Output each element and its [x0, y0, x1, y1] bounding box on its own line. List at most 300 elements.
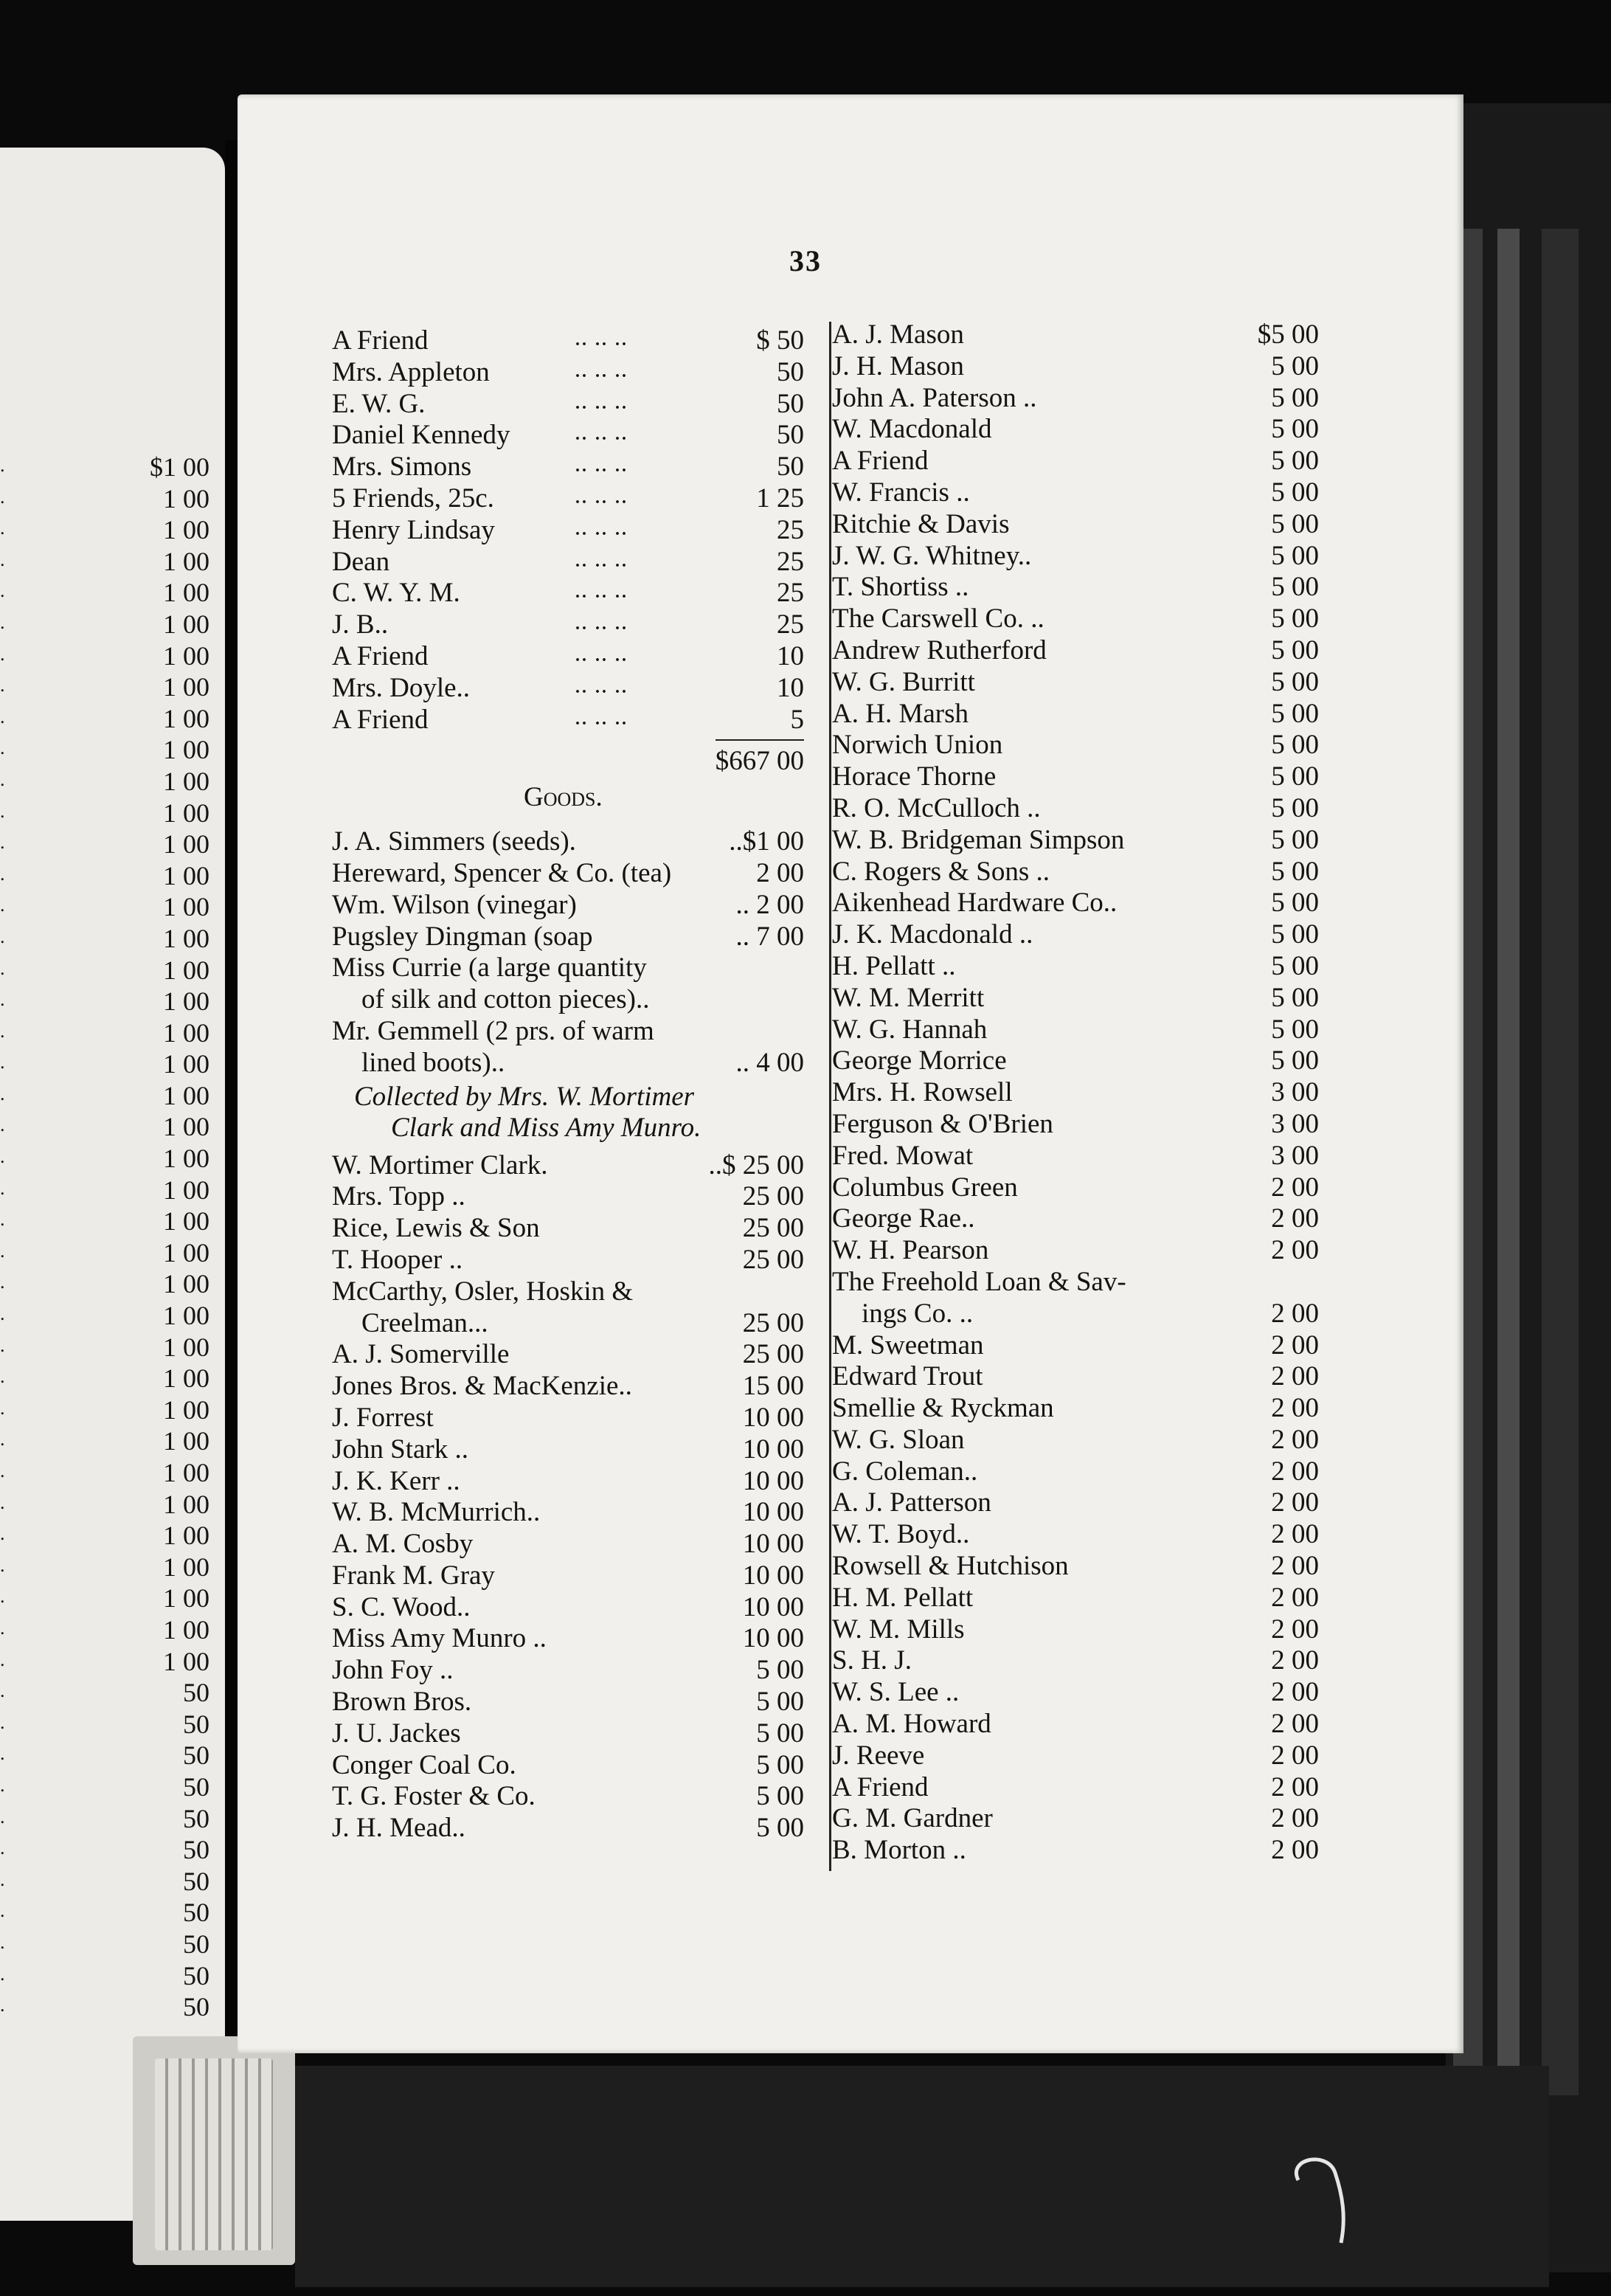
- left-amount: 1 00: [163, 1363, 209, 1394]
- donor-row: [832, 1645, 1319, 1676]
- donor-row: [832, 1771, 1319, 1803]
- leader-dots: .: [0, 705, 7, 727]
- donation-amount: 5 00: [1271, 540, 1319, 571]
- donor-name: W. B. Bridgeman Simpson: [832, 824, 1125, 855]
- donor-name: Smellie & Ryckman: [832, 1393, 1054, 1424]
- left-amount-row: [0, 1991, 209, 2023]
- donation-amount: 2 00: [1271, 1771, 1319, 1802]
- donor-row: [832, 1802, 1319, 1834]
- left-amount-row: [0, 1268, 209, 1300]
- left-amount-row: [0, 1803, 209, 1835]
- donor-row: [832, 1614, 1319, 1645]
- donor-row: [832, 1708, 1319, 1740]
- donor-row: [332, 1718, 804, 1749]
- donation-amount: 2 00: [1271, 1456, 1319, 1487]
- donor-row: [332, 1812, 804, 1844]
- left-amount: 1 00: [163, 798, 209, 828]
- left-amount-row: [0, 860, 209, 892]
- left-amount-row: [0, 1080, 209, 1112]
- donation-amount: 15 00: [742, 1371, 804, 1402]
- total-amount: $667 00: [715, 746, 804, 777]
- donation-amount: 2 00: [1271, 1835, 1319, 1866]
- donor-name: B. Morton ..: [832, 1835, 966, 1866]
- leader-dots: .: [0, 1616, 7, 1639]
- left-amount: 1 00: [163, 1583, 209, 1614]
- donor-name: G. M. Gardner: [832, 1803, 993, 1834]
- donation-amount: 25 00: [742, 1339, 804, 1370]
- leader-dots: .: [0, 454, 7, 476]
- donation-amount: 2 00: [1271, 1235, 1319, 1266]
- donation-amount: 5 00: [1271, 888, 1319, 919]
- left-amount: 1 00: [163, 1269, 209, 1299]
- leader-dots: .. .. ..: [575, 488, 628, 508]
- donation-amount: 2 00: [1271, 1645, 1319, 1676]
- leader-dots: .. .. ..: [575, 677, 628, 697]
- donation-amount: 25 00: [742, 1181, 804, 1212]
- donor-name: W. S. Lee ..: [832, 1677, 960, 1708]
- donation-amount: 5 00: [756, 1749, 804, 1780]
- donor-row: [832, 1550, 1319, 1582]
- left-page: [0, 148, 225, 2221]
- left-amount: 1 00: [163, 1458, 209, 1487]
- donor-row: [832, 1266, 1319, 1298]
- donor-name: Horace Thorne: [832, 761, 997, 792]
- leader-dots: .: [0, 862, 7, 885]
- donor-name: A. J. Patterson: [832, 1487, 991, 1518]
- left-amount-row: [0, 986, 209, 1017]
- donor-name: W. G. Sloan: [832, 1424, 965, 1455]
- donation-amount: 5 00: [756, 1655, 804, 1686]
- leader-dots: .: [0, 611, 7, 633]
- donor-name: John Foy ..: [332, 1655, 454, 1686]
- donor-row: [832, 982, 1319, 1014]
- leader-dots: .: [0, 1177, 7, 1199]
- leader-dots: .. .. ..: [575, 331, 628, 350]
- donor-row: [832, 1298, 1319, 1329]
- donation-amount: 5 00: [756, 1687, 804, 1718]
- donation-amount: 2 00: [1271, 1487, 1319, 1518]
- donation-amount: 5 00: [1271, 950, 1319, 981]
- donor-name: A. M. Howard: [832, 1709, 991, 1740]
- donor-row: [332, 640, 804, 672]
- donor-name: Daniel Kennedy: [332, 420, 510, 451]
- donor-name: Wm. Wilson (vinegar): [332, 889, 577, 920]
- donor-column-b: [832, 319, 1319, 1866]
- donation-amount: $ 50: [756, 325, 804, 356]
- leader-dots: .: [0, 1460, 7, 1481]
- leader-dots: .: [0, 1397, 7, 1419]
- left-amount: 1 00: [163, 672, 209, 702]
- donor-name: ings Co. ..: [862, 1298, 974, 1329]
- left-amount-row: [0, 1048, 209, 1080]
- donor-row: [332, 1654, 804, 1686]
- donor-name: Creelman...: [361, 1307, 488, 1338]
- donor-name: C. Rogers & Sons ..: [832, 856, 1050, 887]
- leader-dots: .: [0, 894, 7, 916]
- left-amount: 50: [183, 1992, 209, 2022]
- left-page-amounts: [0, 452, 209, 2023]
- donation-amount: 5 00: [1271, 730, 1319, 761]
- leader-dots: .: [0, 1523, 7, 1545]
- leader-dots: .: [0, 925, 7, 947]
- donation-amount: 10 00: [742, 1529, 804, 1560]
- donation-amount: .. 2 00: [735, 889, 804, 920]
- leader-dots: .: [0, 1428, 7, 1450]
- donor-name: E. W. G.: [332, 388, 426, 419]
- donor-row: [832, 1424, 1319, 1456]
- donation-amount: 10: [777, 672, 804, 703]
- left-amount: 1 00: [163, 1206, 209, 1237]
- donor-name: W. Francis ..: [832, 477, 970, 508]
- donation-amount: 25 00: [742, 1244, 804, 1275]
- donor-row: [832, 761, 1319, 792]
- donor-row: [832, 413, 1319, 445]
- donor-row: [832, 603, 1319, 634]
- donor-name: Mrs. Appleton: [332, 356, 490, 387]
- donor-name: Ferguson & O'Brien: [832, 1108, 1053, 1139]
- left-amount: 50: [183, 1866, 209, 1896]
- donor-name: S. C. Wood..: [332, 1591, 471, 1622]
- left-amount-row: [0, 1237, 209, 1269]
- left-amount: 1 00: [163, 1301, 209, 1331]
- left-amount-row: [0, 1552, 209, 1583]
- left-amount: 1 00: [163, 578, 209, 608]
- donor-name: T. Hooper ..: [332, 1244, 463, 1275]
- donor-name: Hereward, Spencer & Co. (tea): [332, 857, 672, 888]
- donor-name: T. G. Foster & Co.: [332, 1781, 536, 1812]
- donation-amount: 50: [777, 420, 804, 451]
- binding-tab: [133, 2036, 295, 2265]
- donor-name: A. J. Somerville: [332, 1339, 510, 1370]
- donation-amount: 2 00: [1271, 1203, 1319, 1234]
- donor-row: [832, 540, 1319, 572]
- donor-name: George Morrice: [832, 1045, 1007, 1076]
- donation-amount: 5 00: [1271, 824, 1319, 855]
- donation-amount: 25: [777, 514, 804, 545]
- donation-amount: 5 00: [1271, 634, 1319, 665]
- donor-name: A Friend: [332, 640, 429, 671]
- leader-dots: .: [0, 1743, 7, 1765]
- donor-name: T. Shortiss ..: [832, 572, 969, 603]
- collected-heading: [332, 1079, 804, 1149]
- donor-row: [832, 856, 1319, 888]
- donor-name: J. W. G. Whitney..: [832, 540, 1032, 571]
- donor-row: [332, 1212, 804, 1244]
- leader-dots: .: [0, 674, 7, 696]
- donor-row: [832, 634, 1319, 666]
- donor-name: Mrs. Topp ..: [332, 1181, 465, 1212]
- left-amount-row: [0, 1740, 209, 1771]
- left-amount-row: [0, 577, 209, 609]
- leader-dots: .: [0, 1994, 7, 2016]
- donation-amount: 2 00: [756, 857, 804, 888]
- left-amount: 1 00: [163, 986, 209, 1017]
- left-amount: 50: [183, 1803, 209, 1833]
- leader-dots: .: [0, 1963, 7, 1985]
- donor-row: [832, 1456, 1319, 1487]
- donation-amount: .. 4 00: [735, 1047, 804, 1078]
- left-amount: 1 00: [163, 860, 209, 891]
- donor-name: Jones Bros. & MacKenzie..: [332, 1371, 632, 1402]
- donor-name: Brown Bros.: [332, 1687, 472, 1718]
- donor-name: Mrs. Doyle..: [332, 672, 471, 703]
- leader-dots: .: [0, 737, 7, 759]
- donation-amount: 1 25: [756, 483, 804, 514]
- donor-row: [332, 514, 804, 546]
- donor-name: Henry Lindsay: [332, 514, 495, 545]
- donor-name: Andrew Rutherford: [832, 634, 1047, 665]
- left-amount: 1 00: [163, 609, 209, 639]
- donor-row: [332, 1622, 804, 1654]
- donor-row: [832, 1108, 1319, 1140]
- left-amount: 1 00: [163, 735, 209, 765]
- donation-amount: 5 00: [1271, 414, 1319, 445]
- donation-amount: 10 00: [742, 1434, 804, 1465]
- leader-dots: .: [0, 1774, 7, 1796]
- left-amount: 1 00: [163, 703, 209, 733]
- leader-dots: .: [0, 1680, 7, 1702]
- donor-name: A Friend: [832, 1771, 929, 1802]
- donor-name: J. H. Mason: [832, 350, 964, 381]
- donor-row: [832, 950, 1319, 982]
- donor-row: [832, 792, 1319, 824]
- left-amount: 50: [183, 1740, 209, 1771]
- donor-row: [332, 1402, 804, 1434]
- total-row: [332, 745, 804, 777]
- left-amount-row: [0, 1646, 209, 1678]
- left-amount-row: [0, 955, 209, 986]
- donation-amount: 10 00: [742, 1591, 804, 1622]
- donor-name: W. H. Pearson: [832, 1235, 989, 1266]
- donation-amount: 10 00: [742, 1623, 804, 1654]
- donor-name: John A. Paterson ..: [832, 382, 1037, 413]
- donor-row: [832, 698, 1319, 730]
- donation-amount: 2 00: [1271, 1172, 1319, 1203]
- left-amount: 1 00: [163, 483, 209, 514]
- donor-name: Ritchie & Davis: [832, 508, 1010, 539]
- left-amount-row: [0, 671, 209, 703]
- donation-amount: $5 00: [1257, 319, 1319, 350]
- donor-row: [832, 1076, 1319, 1108]
- leader-dots: .. .. ..: [575, 709, 628, 729]
- donation-amount: 2 00: [1271, 1361, 1319, 1392]
- left-amount: 1 00: [163, 1175, 209, 1205]
- donation-amount: 3 00: [1271, 1108, 1319, 1139]
- page-edge-band: [1542, 229, 1579, 2095]
- donor-name: Fred. Mowat: [832, 1140, 974, 1171]
- donor-row: [332, 921, 804, 952]
- left-amount: 1 00: [163, 1080, 209, 1110]
- donation-amount: 5 00: [1271, 666, 1319, 697]
- donation-amount: 2 00: [1271, 1424, 1319, 1455]
- donor-row: [332, 483, 804, 514]
- left-amount: 1 00: [163, 1112, 209, 1142]
- donor-name: A. J. Mason: [832, 319, 964, 350]
- leader-dots: .: [0, 1114, 7, 1136]
- donor-name: Rice, Lewis & Son: [332, 1213, 540, 1244]
- leader-dots: .: [0, 1271, 7, 1293]
- leader-dots: .. .. ..: [575, 425, 628, 445]
- donation-amount: 25 00: [742, 1213, 804, 1244]
- donor-name: H. M. Pellatt: [832, 1582, 974, 1613]
- left-amount: 1 00: [163, 892, 209, 922]
- donor-name: M. Sweetman: [832, 1329, 984, 1360]
- donor-name: Mrs. Simons: [332, 452, 472, 483]
- left-amount-row: [0, 798, 209, 829]
- left-amount: $1 00: [150, 452, 209, 482]
- donor-name: The Freehold Loan & Sav-: [832, 1266, 1126, 1297]
- leader-dots: .: [0, 548, 7, 570]
- leader-dots: .. .. ..: [575, 646, 628, 665]
- left-amount: 1 00: [163, 923, 209, 953]
- left-amount: 50: [183, 1960, 209, 1991]
- donor-name: W. Mortimer Clark.: [332, 1149, 548, 1180]
- left-amount-row: [0, 1489, 209, 1521]
- book-edge: [1446, 103, 1611, 2272]
- donor-row: [332, 826, 804, 857]
- donor-row: [832, 1582, 1319, 1614]
- left-amount-row: [0, 1175, 209, 1206]
- donor-name: Conger Coal Co.: [332, 1749, 516, 1780]
- donor-name: W. M. Merritt: [832, 982, 985, 1013]
- donation-amount: 5 00: [1271, 761, 1319, 792]
- donation-amount: 2 00: [1271, 1519, 1319, 1550]
- left-amount: 50: [183, 1709, 209, 1739]
- donation-amount: 5 00: [1271, 382, 1319, 413]
- leader-dots: .: [0, 1586, 7, 1608]
- donation-amount: 2 00: [1271, 1393, 1319, 1424]
- left-amount-row: [0, 452, 209, 483]
- donation-amount: 25: [777, 578, 804, 609]
- donor-name: W. B. McMurrich..: [332, 1497, 541, 1528]
- donor-row: [832, 1518, 1319, 1550]
- donor-row: [832, 1487, 1319, 1518]
- donation-amount: 2 00: [1271, 1803, 1319, 1834]
- left-amount-row: [0, 891, 209, 923]
- leader-dots: .: [0, 1146, 7, 1168]
- leader-dots: .: [0, 1051, 7, 1073]
- left-amount-row: [0, 1017, 209, 1049]
- left-amount-row: [0, 609, 209, 640]
- donation-amount: 2 00: [1271, 1677, 1319, 1708]
- left-amount-row: [0, 514, 209, 546]
- donor-row: [332, 388, 804, 420]
- donor-name: G. Coleman..: [832, 1456, 978, 1487]
- leader-dots: .: [0, 1303, 7, 1325]
- donation-amount: ..$ 25 00: [708, 1149, 804, 1180]
- donor-row: [832, 445, 1319, 477]
- leader-dots: .: [0, 1366, 7, 1388]
- leader-dots: .: [0, 580, 7, 602]
- leader-dots: .. .. ..: [575, 615, 628, 634]
- donor-name: J. B..: [332, 609, 389, 640]
- donor-row: [332, 1244, 804, 1276]
- left-amount: 1 00: [163, 766, 209, 796]
- donor-name: The Carswell Co. ..: [832, 604, 1044, 634]
- donation-amount: 25 00: [742, 1307, 804, 1338]
- donor-row: [832, 508, 1319, 540]
- donor-name: Edward Trout: [832, 1361, 983, 1392]
- collected-heading-line1: Collected by Mrs. W. Mortimer: [354, 1081, 695, 1112]
- left-amount-row: [0, 1677, 209, 1709]
- donor-row: [332, 451, 804, 483]
- left-amount: 1 00: [163, 1394, 209, 1425]
- donor-row: [832, 1014, 1319, 1045]
- collected-heading-line2: Clark and Miss Amy Munro.: [391, 1112, 701, 1143]
- donation-amount: 10: [777, 640, 804, 671]
- donor-row: [332, 1370, 804, 1402]
- donor-row: [832, 1740, 1319, 1771]
- donor-row: [332, 1149, 804, 1181]
- donation-amount: 5 00: [1271, 1014, 1319, 1045]
- left-amount: 50: [183, 1898, 209, 1928]
- donation-amount: 5 00: [1271, 350, 1319, 381]
- left-amount: 1 00: [163, 1049, 209, 1079]
- leader-dots: .: [0, 1491, 7, 1513]
- donor-name: W. G. Burritt: [832, 666, 975, 697]
- donor-row: [332, 857, 804, 889]
- donor-row: [332, 1338, 804, 1370]
- donation-amount: 5 00: [1271, 508, 1319, 539]
- left-amount-row: [0, 1457, 209, 1489]
- donation-amount: 5 00: [756, 1781, 804, 1812]
- donor-name: Pugsley Dingman (soap: [332, 921, 593, 952]
- donation-amount: 5 00: [1271, 446, 1319, 477]
- donor-name: A Friend: [332, 325, 429, 356]
- donor-row: [332, 419, 804, 451]
- donor-row: [332, 1015, 804, 1047]
- donation-amount: 5 00: [1271, 698, 1319, 729]
- donation-amount: 2 00: [1271, 1298, 1319, 1329]
- donor-row: [332, 546, 804, 578]
- left-amount-row: [0, 1771, 209, 1803]
- left-amount-row: [0, 1300, 209, 1332]
- donor-row: [332, 1686, 804, 1718]
- left-amount-row: [0, 1583, 209, 1614]
- donor-row: [332, 1047, 804, 1079]
- leader-dots: .: [0, 1868, 7, 1890]
- donor-name: C. W. Y. M.: [332, 578, 460, 609]
- donation-amount: 5 00: [1271, 919, 1319, 950]
- donor-row: [832, 1045, 1319, 1076]
- donor-name: S. H. J.: [832, 1645, 912, 1676]
- leader-dots: .: [0, 485, 7, 508]
- left-amount: 1 00: [163, 515, 209, 545]
- donation-amount: 5 00: [1271, 792, 1319, 823]
- left-amount: 1 00: [163, 1489, 209, 1519]
- donor-row: [332, 1749, 804, 1781]
- donor-name: Miss Currie (a large quantity: [332, 952, 647, 983]
- left-amount: 1 00: [163, 955, 209, 985]
- left-amount-row: [0, 734, 209, 766]
- leader-dots: .: [0, 1334, 7, 1356]
- left-amount: 50: [183, 1678, 209, 1708]
- left-amount: 1 00: [163, 1144, 209, 1174]
- left-amount-row: [0, 1960, 209, 1992]
- donor-row: [832, 571, 1319, 603]
- leader-dots: .: [0, 1239, 7, 1262]
- leader-dots: .: [0, 1208, 7, 1231]
- donor-name: W. M. Mills: [832, 1614, 965, 1645]
- donor-row: [332, 609, 804, 640]
- donor-name: J. Forrest: [332, 1402, 434, 1433]
- left-amount-row: [0, 1143, 209, 1175]
- donor-name: John Stark ..: [332, 1434, 468, 1465]
- donation-amount: 10 00: [742, 1560, 804, 1591]
- left-amount: 1 00: [163, 1332, 209, 1362]
- page-number: 33: [789, 244, 822, 277]
- left-amount-row: [0, 1709, 209, 1740]
